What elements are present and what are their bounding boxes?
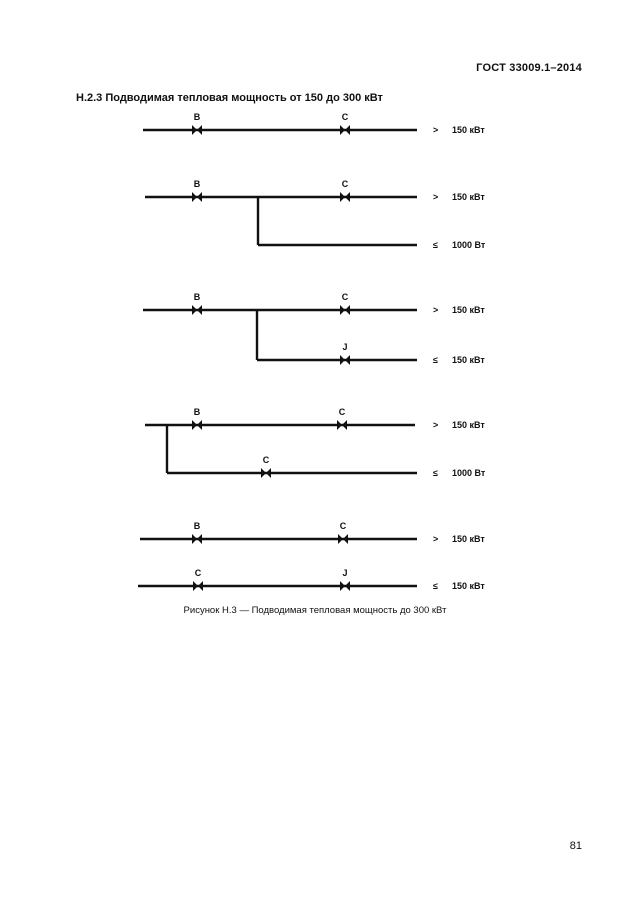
condition-sign: > <box>433 125 439 135</box>
valve-icon <box>192 305 197 315</box>
valve-label: C <box>341 179 349 189</box>
valve-label: B <box>193 179 201 189</box>
power-value: 150 кВт <box>452 305 485 315</box>
valve-icon <box>340 125 345 135</box>
document-header: ГОСТ 33009.1–2014 <box>476 62 582 74</box>
valve-icon <box>345 355 350 365</box>
valve-label: B <box>193 521 201 531</box>
valve-label: C <box>341 292 349 302</box>
power-value: 150 кВт <box>452 581 485 591</box>
valve-icon <box>345 581 350 591</box>
power-value: 150 кВт <box>452 192 485 202</box>
valve-icon <box>345 305 350 315</box>
condition-sign: > <box>433 192 439 202</box>
valve-icon <box>261 468 266 478</box>
valve-icon <box>198 581 203 591</box>
valve-icon <box>345 192 350 202</box>
valve-icon <box>340 305 345 315</box>
page-number: 81 <box>569 840 582 852</box>
condition-sign: ≤ <box>433 468 438 478</box>
power-value: 1000 Вт <box>452 468 486 478</box>
valve-icon <box>340 192 345 202</box>
condition-sign: > <box>433 305 439 315</box>
valve-label: J <box>342 568 348 578</box>
valve-icon <box>345 125 350 135</box>
valve-icon <box>340 355 345 365</box>
valve-label: B <box>193 112 201 122</box>
valve-label: B <box>193 292 201 302</box>
valve-icon <box>342 420 347 430</box>
valve-icon <box>197 420 202 430</box>
condition-sign: > <box>433 534 439 544</box>
valve-icon <box>197 125 202 135</box>
power-value: 1000 Вт <box>452 240 486 250</box>
valve-label: J <box>342 342 348 352</box>
valve-icon <box>192 420 197 430</box>
condition-sign: ≤ <box>433 355 438 365</box>
power-value: 150 кВт <box>452 355 485 365</box>
figure-caption: Рисунок Н.3 — Подводимая тепловая мощность до 300 кВт <box>183 605 447 616</box>
valve-icon <box>197 192 202 202</box>
valve-label: B <box>193 407 201 417</box>
valve-icon <box>192 125 197 135</box>
valve-icon <box>338 534 343 544</box>
section-title: Н.2.3 Подводимая тепловая мощность от 150 до 300 кВт <box>76 92 383 104</box>
power-value: 150 кВт <box>452 420 485 430</box>
valve-icon <box>197 534 202 544</box>
condition-sign: ≤ <box>433 240 438 250</box>
valve-icon <box>193 581 198 591</box>
valve-icon <box>192 192 197 202</box>
valve-icon <box>266 468 271 478</box>
valve-label: C <box>339 521 347 531</box>
valve-icon <box>337 420 342 430</box>
valve-label: C <box>341 112 349 122</box>
valve-label: C <box>262 455 270 465</box>
valve-icon <box>343 534 348 544</box>
condition-sign: > <box>433 420 439 430</box>
valve-icon <box>197 305 202 315</box>
condition-sign: ≤ <box>433 581 438 591</box>
valve-label: C <box>338 407 346 417</box>
power-value: 150 кВт <box>452 125 485 135</box>
valve-icon <box>192 534 197 544</box>
valve-icon <box>340 581 345 591</box>
power-value: 150 кВт <box>452 534 485 544</box>
valve-label: C <box>194 568 202 578</box>
